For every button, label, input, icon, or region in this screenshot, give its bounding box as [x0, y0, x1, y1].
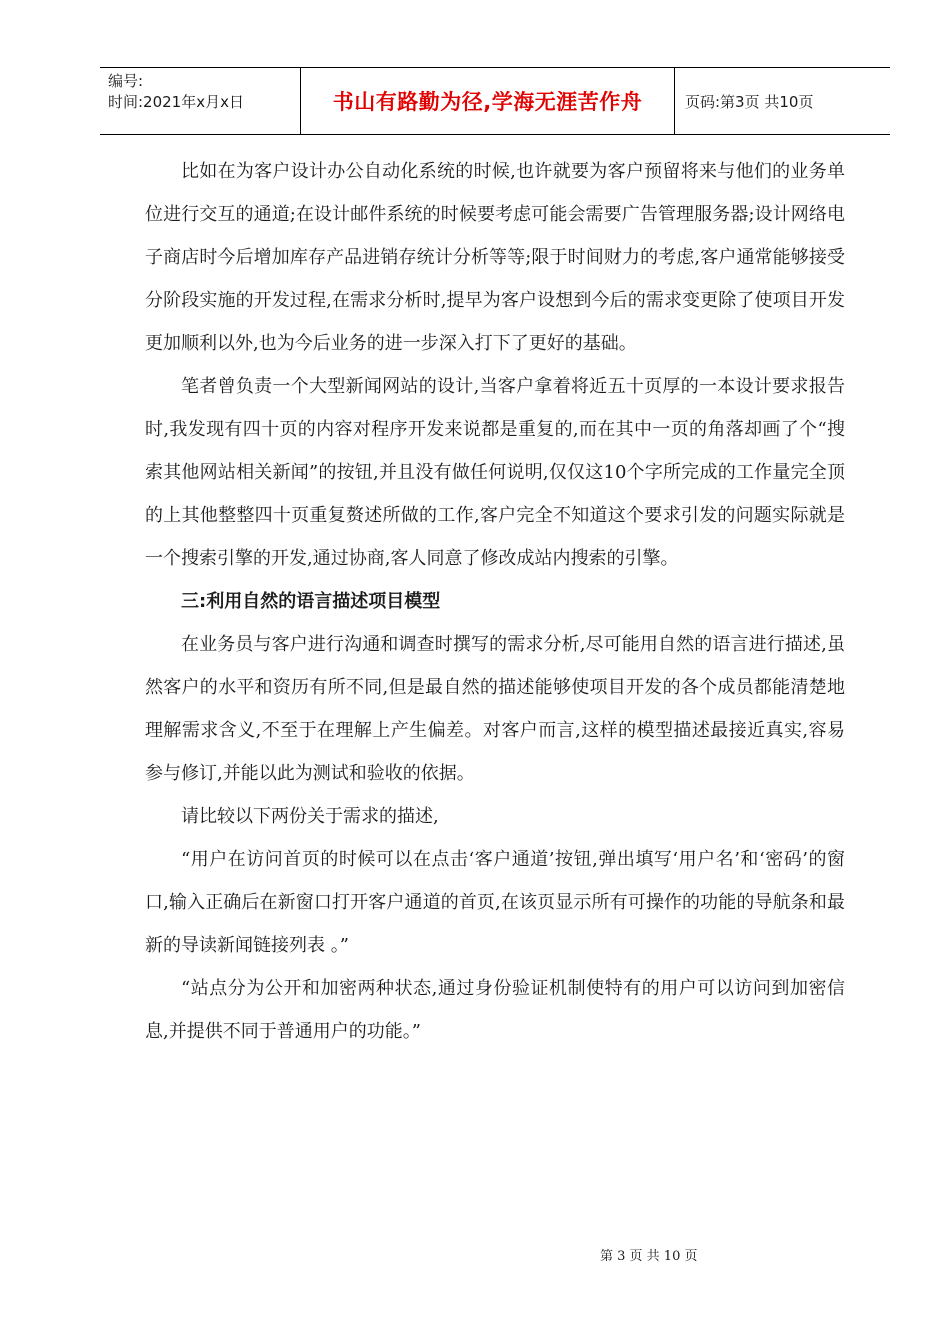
paragraph: 比如在为客户设计办公自动化系统的时候,也许就要为客户预留将来与他们的业务单位进行交互的通道;在设计邮件系统的时候要考虑可能会需要广告管理服务器;设计网络电子商店时今后增加库存产品进销存统计分析等等;限于时间财力的考虑,客户通常能够接受分阶段实施的开发过程,在需求分析时,提早为客户设想到今后的需求变更除了使项目开发更加顺利以外,也为今后业务的进一步深入打下了更好的基础。: [145, 161, 845, 354]
paragraph: 笔者曾负责一个大型新闻网站的设计,当客户拿着将近五十页厚的一本设计要求报告时,我发现有四十页的内容对程序开发来说都是重复的,而在其中一页的角落却画了个“搜索其他网站相关新闻”的按钮,并且没有做任何说明,仅仅这10个字所完成的工作量完全顶的上其他整整四十页重复赘述所做的工作,客户完全不知道这个要求引发的问题实际就是一个搜索引擎的开发,通过协商,客人同意了修改成站内搜索的引擎。: [145, 376, 845, 569]
page-label: 页码:第3页 共10页: [685, 92, 814, 111]
page-header: [100, 67, 890, 135]
number-label: 编号:: [108, 72, 144, 90]
motto-text: 书山有路勤为径,学海无涯苦作舟: [332, 90, 643, 114]
header-meta: [100, 68, 301, 134]
header-motto: [301, 68, 675, 134]
paragraph: 请比较以下两份关于需求的描述,: [181, 806, 439, 827]
time-label: 时间:2021年x月x日: [108, 93, 244, 111]
header-page: [675, 68, 890, 134]
document-body: [145, 150, 845, 1053]
quote-paragraph: “用户在访问首页的时候可以在点击‘客户通道’按钮,弹出填写‘用户名’和‘密码’的窗口,输入正确后在新窗口打开客户通道的首页,在该页显示所有可操作的功能的导航条和最新的导读新闻链接列表 。”: [145, 849, 845, 956]
quote-paragraph: “站点分为公开和加密两种状态,通过身份验证机制使特有的用户可以访问到加密信息,并提供不同于普通用户的功能。”: [145, 978, 845, 1042]
paragraph: 在业务员与客户进行沟通和调查时撰写的需求分析,尽可能用自然的语言进行描述,虽然客户的水平和资历有所不同,但是最自然的描述能够使项目开发的各个成员都能清楚地理解需求含义,不至于在理解上产生偏差。对客户而言,这样的模型描述最接近真实,容易参与修订,并能以此为测试和验收的依据。: [145, 634, 845, 784]
section-heading: 三:利用自然的语言描述项目模型: [181, 591, 441, 612]
page-footer: 第 3 页 共 10 页: [600, 1249, 698, 1264]
